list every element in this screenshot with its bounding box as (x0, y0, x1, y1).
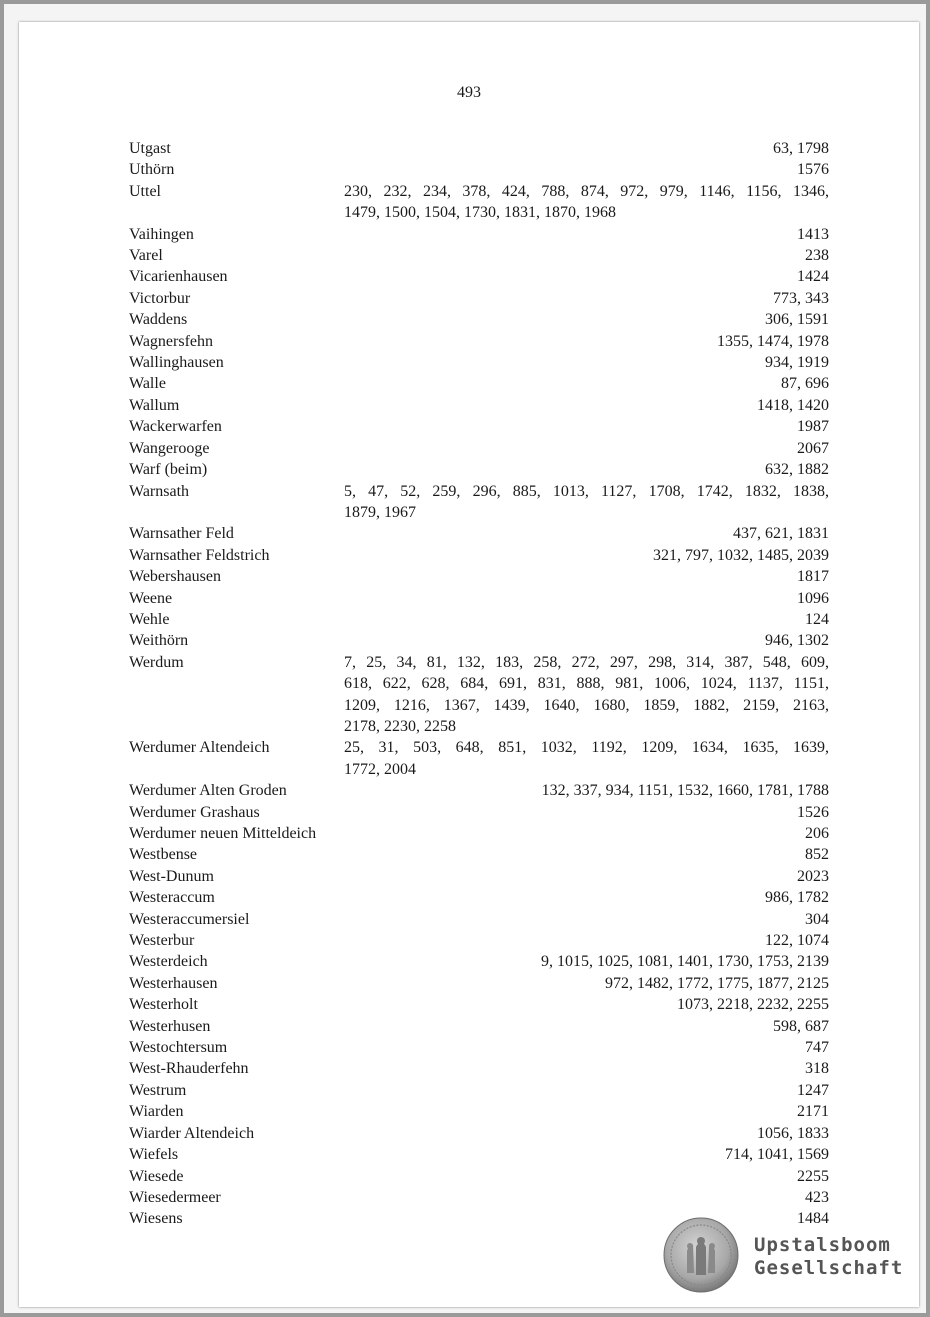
place-name: Weithörn (129, 632, 189, 650)
reference-line: 124 (805, 610, 829, 628)
index-entry (129, 802, 829, 823)
logo-line-1: Upstalsboom (754, 1234, 891, 1256)
index-entry (129, 566, 829, 587)
place-name: Westerbur (129, 932, 195, 950)
place-index (129, 138, 829, 1230)
reference-line: 1576 (797, 161, 829, 179)
page-references (344, 823, 829, 844)
reference-line: 5, 47, 52, 259, 296, 885, 1013, 1127, 1708, 1742, 1832, 1838, (344, 482, 829, 500)
index-entry (129, 994, 829, 1015)
reference-line: 2023 (797, 867, 829, 885)
place-name: Utgast (129, 140, 171, 157)
index-entry (129, 652, 829, 738)
page-references (344, 951, 829, 972)
reference-line: 618, 622, 628, 684, 691, 831, 888, 981, 1006, 1024, 1137, 1151, (344, 675, 829, 693)
reference-line: 2178, 2230, 2258 (344, 717, 456, 735)
reference-line: 1247 (797, 1081, 829, 1099)
index-entry (129, 909, 829, 930)
page-references (344, 1166, 829, 1187)
place-name: Westeraccum (129, 889, 215, 907)
place-name: West-Rhauderfehn (129, 1060, 249, 1078)
reference-line: 2171 (797, 1103, 829, 1121)
page-references (344, 138, 829, 159)
index-entry (129, 973, 829, 994)
place-name: Warnsather Feld (129, 525, 234, 543)
place-name: Westeraccumersiel (129, 910, 250, 928)
reference-line: 122, 1074 (765, 932, 829, 950)
page-references (344, 288, 829, 309)
page-references (344, 652, 829, 738)
reference-line: 1817 (797, 568, 829, 586)
place-name: Werdumer neuen Mitteldeich (129, 825, 317, 842)
reference-line: 1096 (797, 589, 829, 607)
index-entry (129, 887, 829, 908)
index-entry (129, 780, 829, 801)
reference-line: 9, 1015, 1025, 1081, 1401, 1730, 1753, 2139 (541, 953, 829, 971)
page-references (344, 224, 829, 245)
reference-line: 2067 (797, 439, 829, 457)
index-entry (129, 609, 829, 630)
index-entry (129, 395, 829, 416)
page-references (344, 630, 829, 651)
page-references (344, 266, 829, 287)
reference-line: 423 (805, 1188, 829, 1206)
index-entry (129, 1037, 829, 1058)
index-entry (129, 1187, 829, 1208)
place-name: Westerhusen (129, 1017, 211, 1035)
index-entry (129, 930, 829, 951)
logo-line-2: Gesellschaft (754, 1257, 904, 1279)
page-references (344, 352, 829, 373)
index-entry (129, 1058, 829, 1079)
index-entry (129, 866, 829, 887)
place-name: Westrum (129, 1081, 187, 1099)
page-references (344, 909, 829, 930)
reference-line: 598, 687 (773, 1017, 829, 1035)
reference-line: 132, 337, 934, 1151, 1532, 1660, 1781, 1788 (541, 782, 829, 800)
page-references (344, 802, 829, 823)
page-references (344, 459, 829, 480)
index-entry (129, 737, 829, 780)
page-references (344, 737, 829, 780)
reference-line: 1073, 2218, 2232, 2255 (677, 996, 829, 1014)
reference-line: 437, 621, 1831 (733, 525, 829, 543)
place-name: Waddens (129, 311, 188, 329)
place-name: Wiarden (129, 1103, 184, 1121)
index-entry (129, 138, 829, 159)
place-name: Wangerooge (129, 439, 210, 457)
reference-line: 946, 1302 (765, 632, 829, 650)
place-name: Wiesede (129, 1167, 184, 1185)
place-name: Vicarienhausen (129, 268, 228, 286)
place-name: Varel (129, 247, 163, 265)
page-references (344, 1208, 829, 1229)
place-name: Wackerwarfen (129, 418, 222, 436)
reference-line: 87, 696 (781, 375, 829, 393)
place-name: Wehle (129, 610, 170, 628)
reference-line: 1987 (797, 418, 829, 436)
reference-line: 318 (805, 1060, 829, 1078)
reference-line: 773, 343 (773, 289, 829, 307)
index-entry (129, 523, 829, 544)
index-entry (129, 1101, 829, 1122)
page-references (344, 780, 829, 801)
reference-line: 306, 1591 (765, 311, 829, 329)
place-name: Wallinghausen (129, 354, 224, 372)
place-name: Werdum (129, 653, 184, 671)
index-entry (129, 373, 829, 394)
place-name: Werdumer Alten Groden (129, 782, 287, 800)
page-references (344, 1187, 829, 1208)
index-entry (129, 352, 829, 373)
place-name: Wagnersfehn (129, 332, 214, 350)
page-references (344, 930, 829, 951)
index-entry (129, 823, 829, 844)
place-name: Warnsather Feldstrich (129, 546, 270, 564)
place-name: Uthörn (129, 161, 175, 179)
reference-line: 632, 1882 (765, 461, 829, 479)
index-entry (129, 309, 829, 330)
place-name: Uttel (129, 182, 161, 200)
index-entry (129, 588, 829, 609)
reference-line: 1772, 2004 (344, 760, 416, 778)
page-references (344, 331, 829, 352)
reference-line: 972, 1482, 1772, 1775, 1877, 2125 (605, 974, 829, 992)
place-name: Werdumer Grashaus (129, 803, 260, 821)
reference-line: 230, 232, 234, 378, 424, 788, 874, 972, 979, 1146, 1156, 1346, (344, 182, 829, 200)
page-references (344, 1123, 829, 1144)
reference-line: 986, 1782 (765, 889, 829, 907)
reference-line: 1355, 1474, 1978 (717, 332, 829, 350)
page-references (344, 1101, 829, 1122)
index-entry (129, 416, 829, 437)
page-number: 493 (457, 84, 481, 101)
index-entry (129, 459, 829, 480)
place-name: Westbense (129, 846, 198, 864)
reference-line: 1056, 1833 (757, 1124, 829, 1142)
reference-line: 304 (805, 910, 829, 928)
index-entry (129, 288, 829, 309)
reference-line: 1484 (797, 1210, 829, 1228)
page-references (344, 438, 829, 459)
place-name: Warf (beim) (129, 461, 208, 479)
page-references (344, 609, 829, 630)
page-references (344, 588, 829, 609)
place-name: Westerholt (129, 996, 198, 1014)
reference-line: 1879, 1967 (344, 503, 416, 521)
place-name: Vaihingen (129, 225, 194, 243)
index-entry (129, 1123, 829, 1144)
page-references (344, 1037, 829, 1058)
reference-line: 714, 1041, 1569 (725, 1146, 829, 1164)
page-references (344, 1058, 829, 1079)
page-references (344, 566, 829, 587)
page-references (344, 309, 829, 330)
page-references (344, 481, 829, 524)
index-entry (129, 331, 829, 352)
index-entry (129, 545, 829, 566)
page-references (344, 973, 829, 994)
reference-line: 63, 1798 (773, 140, 829, 157)
place-name: Wiesedermeer (129, 1188, 221, 1206)
page-references (344, 844, 829, 865)
index-entry (129, 438, 829, 459)
page-references (344, 395, 829, 416)
reference-line: 2255 (797, 1167, 829, 1185)
index-entry (129, 481, 829, 524)
reference-line: 321, 797, 1032, 1485, 2039 (653, 546, 829, 564)
index-entry (129, 224, 829, 245)
place-name: Westerdeich (129, 953, 208, 971)
page-references (344, 1144, 829, 1165)
page-references (344, 1080, 829, 1101)
reference-line: 1526 (797, 803, 829, 821)
place-name: Wiefels (129, 1146, 179, 1164)
index-entry (129, 266, 829, 287)
page-references (344, 866, 829, 887)
index-entry (129, 1166, 829, 1187)
reference-line: 1424 (797, 268, 829, 286)
place-name: Walle (129, 375, 166, 393)
reference-line: 206 (805, 825, 829, 842)
index-entry (129, 181, 829, 224)
reference-line: 25, 31, 503, 648, 851, 1032, 1192, 1209, 1634, 1635, 1639, (344, 739, 829, 757)
page-references (344, 373, 829, 394)
page-references (344, 994, 829, 1015)
place-name: Westochtersum (129, 1039, 228, 1057)
index-entry (129, 844, 829, 865)
page-references (344, 181, 829, 224)
reference-line: 934, 1919 (765, 354, 829, 372)
reference-line: 1479, 1500, 1504, 1730, 1831, 1870, 1968 (344, 204, 616, 222)
reference-line: 1209, 1216, 1367, 1439, 1640, 1680, 1859, 1882, 2159, 2163, (344, 696, 829, 714)
index-entry (129, 1080, 829, 1101)
place-name: Wiesens (129, 1210, 183, 1228)
index-entry (129, 951, 829, 972)
place-name: Victorbur (129, 289, 191, 307)
scan-frame (4, 4, 926, 1313)
page-references (344, 416, 829, 437)
page-references (344, 245, 829, 266)
place-name: Westerhausen (129, 974, 218, 992)
reference-line: 7, 25, 34, 81, 132, 183, 258, 272, 297, 298, 314, 387, 548, 609, (344, 653, 829, 671)
index-entry (129, 1016, 829, 1037)
place-name: Werdumer Altendeich (129, 739, 270, 757)
place-name: Weene (129, 589, 173, 607)
page-references (344, 159, 829, 180)
page-references (344, 523, 829, 544)
index-entry (129, 1144, 829, 1165)
index-entry (129, 245, 829, 266)
reference-line: 1413 (797, 225, 829, 243)
page-references (344, 545, 829, 566)
seal-icon (663, 1217, 739, 1293)
place-name: Wiarder Altendeich (129, 1124, 255, 1142)
reference-line: 238 (805, 247, 829, 265)
index-entry (129, 159, 829, 180)
document-page (19, 22, 919, 1307)
place-name: Webershausen (129, 568, 222, 586)
reference-line: 747 (805, 1039, 829, 1057)
place-name: Wallum (129, 396, 180, 414)
society-logo-text (754, 1234, 903, 1280)
place-name: Warnsath (129, 482, 190, 500)
index-entry (129, 630, 829, 651)
reference-line: 852 (805, 846, 829, 864)
page-references (344, 1016, 829, 1037)
reference-line: 1418, 1420 (757, 396, 829, 414)
page-references (344, 887, 829, 908)
place-name: West-Dunum (129, 867, 214, 885)
